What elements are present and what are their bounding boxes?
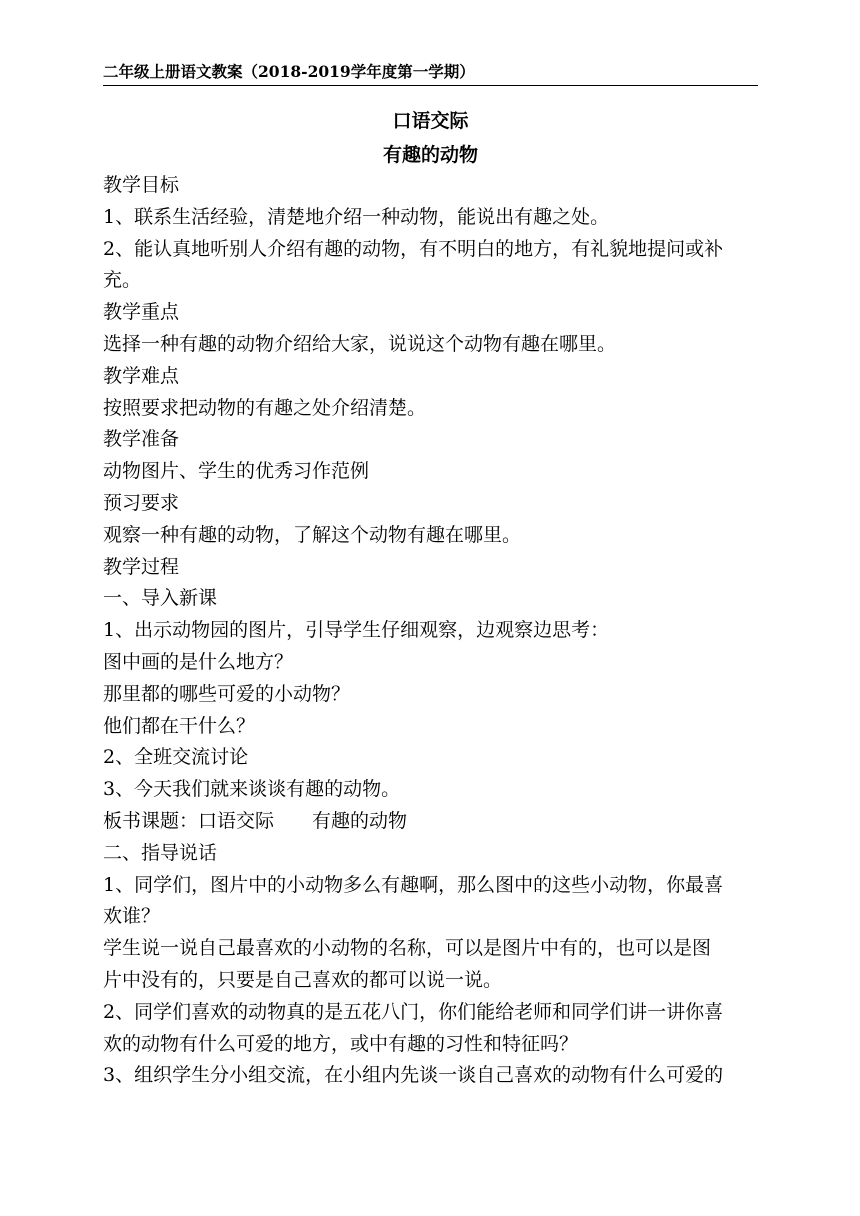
body-line: 一、导入新课 (103, 587, 218, 610)
body-line: 1、出示动物园的图片，引导学生仔细观察，边观察边思考： (103, 619, 610, 642)
body-line: 那里都的哪些可爱的小动物？ (103, 682, 351, 705)
doc-title-line1: 口语交际 (392, 110, 469, 132)
body-line: 欢的动物有什么可爱的地方，或中有趣的习性和特征吗？ (103, 1032, 579, 1055)
body-line: 教学过程 (103, 555, 180, 578)
body-line: 2、全班交流讨论 (103, 746, 249, 769)
body-line: 充。 (103, 269, 142, 292)
body-line: 1、联系生活经验，清楚地介绍一种动物，能说出有趣之处。 (103, 205, 610, 228)
body-line: 学生说一说自己最喜欢的小动物的名称，可以是图片中有的，也可以是图 (103, 937, 712, 960)
doc-title-line2: 有趣的动物 (382, 144, 478, 166)
page-header: 二年级上册语文教案（2018-2019学年度第一学期） (103, 60, 758, 86)
body-line: 板书课题：口语交际 有趣的动物 (103, 809, 408, 832)
body-line: 2、同学们喜欢的动物真的是五花八门，你们能给老师和同学们讲一讲你喜 (103, 1000, 724, 1023)
document-body (103, 170, 758, 1092)
body-line: 选择一种有趣的动物介绍给大家，说说这个动物有趣在哪里。 (103, 332, 617, 355)
body-line: 3、今天我们就来谈谈有趣的动物。 (103, 778, 401, 801)
body-line: 二、指导说话 (103, 841, 218, 864)
body-line: 2、能认真地听别人介绍有趣的动物，有不明白的地方，有礼貌地提问或补 (103, 237, 724, 260)
body-line: 教学目标 (103, 174, 180, 196)
body-line: 1、同学们，图片中的小动物多么有趣啊，那么图中的这些小动物，你最喜 (103, 873, 724, 896)
body-line: 动物图片、学生的优秀习作范例 (103, 460, 370, 483)
body-line: 片中没有的，只要是自己喜欢的都可以说一说。 (103, 968, 503, 991)
body-line: 教学准备 (103, 428, 180, 451)
body-line: 欢谁？ (103, 905, 161, 928)
body-line: 观察一种有趣的动物，了解这个动物有趣在哪里。 (103, 523, 522, 546)
body-line: 预习要求 (103, 491, 180, 514)
body-line: 他们都在干什么？ (103, 714, 256, 737)
body-line: 3、组织学生分小组交流，在小组内先谈一谈自己喜欢的动物有什么可爱的 (103, 1064, 724, 1087)
body-line: 教学重点 (103, 301, 180, 324)
body-line: 教学难点 (103, 364, 180, 387)
body-line: 按照要求把动物的有趣之处介绍清楚。 (103, 396, 427, 419)
body-line: 图中画的是什么地方？ (103, 650, 294, 673)
